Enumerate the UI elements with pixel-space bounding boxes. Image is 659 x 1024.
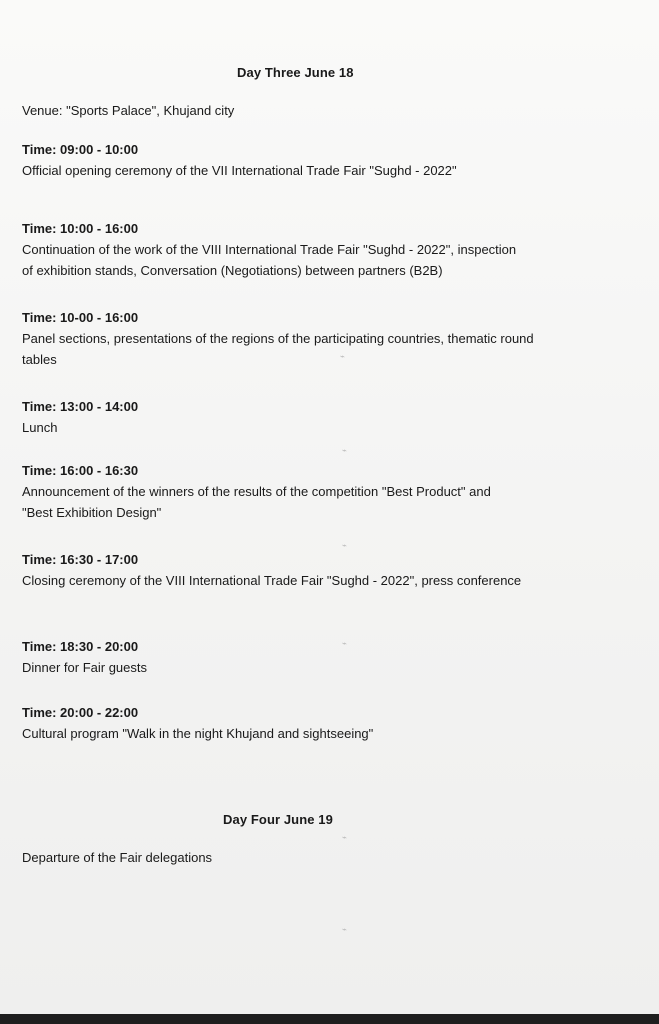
day-four-heading: Day Four June 19 xyxy=(223,812,333,827)
scan-speck: ⌁ xyxy=(342,925,347,934)
schedule-description: Official opening ceremony of the VII International Trade Fair "Sughd - 2022" xyxy=(22,163,457,178)
schedule-description: Closing ceremony of the VIII International Trade Fair "Sughd - 2022", press conference xyxy=(22,573,522,588)
schedule-item xyxy=(22,460,491,523)
schedule-item xyxy=(22,549,521,591)
scan-speck: ⌁ xyxy=(342,833,347,842)
schedule-description: Announcement of the winners of the results of the competition "Best Product" and xyxy=(22,484,491,499)
schedule-item xyxy=(22,636,147,678)
schedule-time: Time: 16:30 - 17:00 xyxy=(22,552,139,567)
schedule-time: Time: 09:00 - 10:00 xyxy=(22,142,139,157)
schedule-time: Time: 20:00 - 22:00 xyxy=(22,705,139,720)
schedule-description: Cultural program "Walk in the night Khujand and sightseeing" xyxy=(22,726,374,741)
scan-speck: ⌁ xyxy=(342,446,347,455)
schedule-time: Time: 18:30 - 20:00 xyxy=(22,639,139,654)
schedule-item xyxy=(22,307,534,370)
schedule-description: Dinner for Fair guests xyxy=(22,660,147,675)
venue-line: Venue: "Sports Palace", Khujand city xyxy=(22,103,235,118)
bottom-edge-bar xyxy=(0,1014,659,1024)
schedule-time: Time: 10-00 - 16:00 xyxy=(22,310,139,325)
scan-speck: ⌁ xyxy=(340,352,345,361)
schedule-description: Continuation of the work of the VIII International Trade Fair "Sughd - 2022", inspection xyxy=(22,242,517,257)
schedule-description: Lunch xyxy=(22,420,58,435)
schedule-time: Time: 16:00 - 16:30 xyxy=(22,463,139,478)
schedule-item xyxy=(22,702,373,744)
scan-speck: ⌁ xyxy=(342,541,347,550)
scan-speck: ⌁ xyxy=(342,639,347,648)
schedule-time: Time: 13:00 - 14:00 xyxy=(22,399,139,414)
schedule-item xyxy=(22,139,457,181)
schedule-item xyxy=(22,218,516,281)
schedule-description: tables xyxy=(22,352,57,367)
day-three-heading: Day Three June 18 xyxy=(237,65,354,80)
schedule-item xyxy=(22,396,138,438)
schedule-description: "Best Exhibition Design" xyxy=(22,505,162,520)
day-four-text: Departure of the Fair delegations xyxy=(22,850,213,865)
schedule-description: Panel sections, presentations of the regions of the participating countries, thematic round xyxy=(22,331,534,346)
schedule-description: of exhibition stands, Conversation (Negotiations) between partners (B2B) xyxy=(22,263,443,278)
schedule-time: Time: 10:00 - 16:00 xyxy=(22,221,139,236)
